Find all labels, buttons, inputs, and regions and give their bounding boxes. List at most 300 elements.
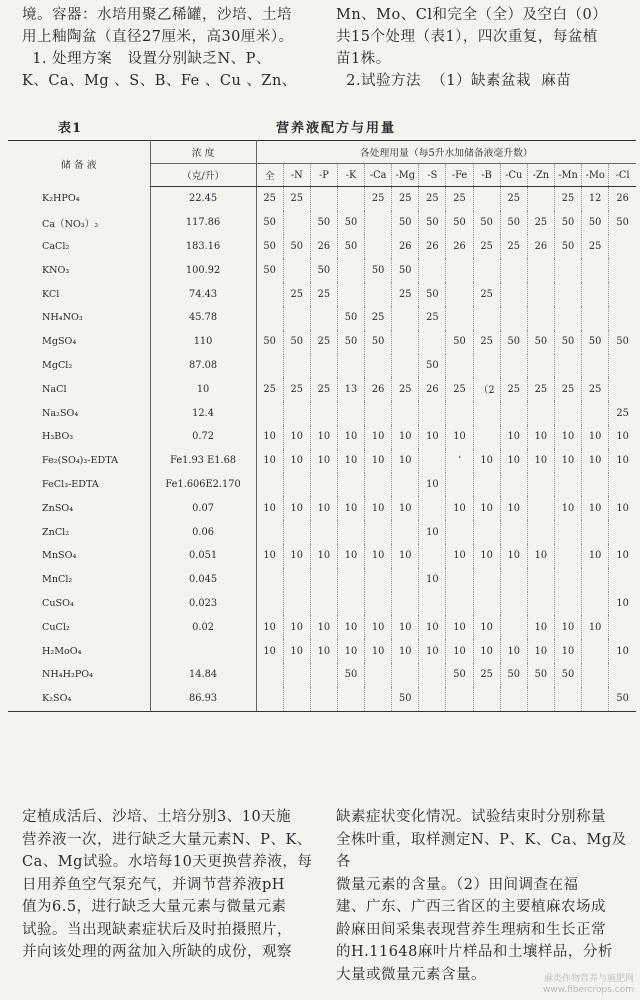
text-line: 苗1株。 [336,51,391,67]
concentration [150,639,256,663]
reagent-name: Na₂SO₄ [8,401,150,425]
text-line: 定植成活后、沙培、土培分别3、10天施 [22,809,292,825]
dose-cell [392,473,419,497]
nutrient-table [8,140,636,712]
dose-cell: 10 [582,496,609,520]
dose-cell: 10 [256,639,283,663]
dose-cell [446,592,473,616]
dose-cell [527,687,554,711]
table-row [8,330,636,354]
text-line: K、Ca、Mg 、S、B、Fe 、Cu 、Zn、 [22,73,297,89]
dose-cell: 25 [527,211,554,235]
dose-cell [283,520,310,544]
dose-cell: 10 [616,455,629,467]
dose-cell: 50 [337,211,364,235]
treatment-header: -B [473,164,500,187]
dose-cell: 10 [616,502,629,514]
treatment-header: -Mn [554,164,581,187]
dose-cell: 10 [283,496,310,520]
dose-cell: 10 [500,544,527,568]
dose-cell [582,520,609,544]
dose-cell: 10 [419,639,446,663]
dose-cell [419,544,446,568]
dose-cell [310,663,337,687]
dose-cell: 10 [337,639,364,663]
reagent-name: Ca（NO₃）₂ [8,211,150,235]
dose-cell [527,258,554,282]
dose-cell [527,473,554,497]
dose-cell [256,401,283,425]
dose-cell: 10 [446,639,473,663]
table-row [8,235,636,259]
dose-cell: 25 [554,377,581,401]
dose-cell: 10 [446,425,473,449]
reagent-name: Fe₂(SO₄)₃-EDTA [8,449,150,473]
reagent-name: ZnCl₂ [8,520,150,544]
treatment-header: -Zn [527,164,554,187]
reagent-name: ZnSO₄ [8,496,150,520]
dose-cell [365,211,392,235]
dose-cell: 25 [446,377,473,401]
table-label: 表1 [58,121,83,136]
dose-cell: 13 [337,377,364,401]
table-row [8,568,636,592]
dose-cell: 50 [527,663,554,687]
dose-cell [392,592,419,616]
dose-cell [609,377,636,401]
dose-cell: 50 [337,235,364,259]
dose-cell: 50 [256,330,283,354]
dose-cell [337,592,364,616]
dose-cell: 50 [392,258,419,282]
dose-cell [419,330,446,354]
dose-cell: 50 [582,330,609,354]
dose-cell: 25 [256,377,283,401]
concentration: 0.06 [150,520,256,544]
dose-cell: 10 [616,550,629,562]
dose-cell [527,401,554,425]
table-row [8,520,636,544]
dose-cell [473,354,500,378]
dose-cell: 10 [554,449,581,473]
dose-cell: 25 [310,282,337,306]
dose-cell: 10 [473,639,500,663]
concentration: 110 [150,330,256,354]
dose-cell: 50 [365,330,392,354]
treatment-header: -Ca [365,164,392,187]
dose-cell: 25 [554,187,581,211]
dose-cell [419,258,446,282]
concentration: 0.07 [150,496,256,520]
concentration: Fe1.606E2.170 [150,473,256,497]
dose-cell [609,520,636,544]
dose-cell [582,282,609,306]
dose-cell [554,592,581,616]
dose-cell [446,306,473,330]
dose-cell: 10 [527,544,554,568]
dose-cell [365,282,392,306]
dose-cell: 50 [616,217,629,229]
concentration: 0.023 [150,592,256,616]
dose-cell: 10 [554,496,581,520]
dose-cell: 50 [554,235,581,259]
table-row [8,639,636,663]
dose-cell [554,282,581,306]
dose-cell: 10 [392,615,419,639]
dose-cell [283,592,310,616]
dose-cell [473,568,500,592]
dose-cell: 10 [527,615,554,639]
concentration: 0.051 [150,544,256,568]
dose-cell [554,258,581,282]
treatment-header: 全 [256,164,283,187]
dose-cell [527,354,554,378]
dose-cell: 50 [446,330,473,354]
dose-cell [609,282,636,306]
dose-cell: 25 [310,330,337,354]
dose-cell [527,282,554,306]
text-line: 试验。当出现缺素症状后及时拍摄照片， [22,921,292,938]
dose-cell [256,568,283,592]
dose-cell [446,687,473,711]
dose-cell: 25 [616,407,629,419]
concentration: 183.16 [150,235,256,259]
dose-cell [609,473,636,497]
dose-cell [256,592,283,616]
dose-cell: 25 [365,306,392,330]
dose-cell: 50 [310,211,337,235]
dose-cell: 10 [365,449,392,473]
dose-cell: 25 [446,187,473,211]
dose-cell [256,520,283,544]
text-line: 全株叶重，取样测定N、P、K、Ca、Mg及各 [336,831,627,870]
dose-cell [473,520,500,544]
dose-cell: 12 [582,187,609,211]
dose-cell: 50 [419,282,446,306]
dose-cell [609,258,636,282]
dose-cell [365,568,392,592]
dose-cell: 50 [554,211,581,235]
reagent-name: NH₄H₂PO₄ [8,663,150,687]
dose-cell [337,187,364,211]
table-row [8,449,636,473]
dose-cell: 10 [310,449,337,473]
dose-cell: 50 [419,354,446,378]
dose-cell: 50 [554,663,581,687]
dose-cell [473,258,500,282]
dose-cell: ‘ [446,449,473,473]
dose-cell: 10 [446,544,473,568]
dose-cell: 10 [256,449,283,473]
dose-cell [500,354,527,378]
dose-cell: 25 [473,282,500,306]
dose-cell: 10 [582,615,609,639]
dose-cell [256,282,283,306]
dose-cell: 25 [473,330,500,354]
dose-cell: 10 [365,544,392,568]
table-row [8,615,636,639]
dose-cell [609,615,636,639]
dose-cell [283,663,310,687]
dose-cell [473,592,500,616]
text-line: 1. 处理方案 设置分别缺乏N、P、 [22,51,271,67]
dose-cell: 26 [446,235,473,259]
dose-cell: 10 [473,496,500,520]
dose-cell [554,354,581,378]
concentration: 86.93 [150,687,256,711]
header-conc: 浓 度 [150,141,256,164]
dose-cell: 25 [256,187,283,211]
concentration: Fe1.93 E1.68 [150,449,256,473]
reagent-name: CuCl₂ [8,615,150,639]
dose-cell: 10 [337,425,364,449]
dose-cell: 10 [256,496,283,520]
dose-cell [256,306,283,330]
dose-cell: 50 [419,211,446,235]
dose-cell [337,258,364,282]
treatment-header: -N [283,164,310,187]
dose-cell [419,687,446,711]
dose-cell [419,449,446,473]
dose-cell [500,520,527,544]
dose-cell: 25 [365,187,392,211]
dose-cell [337,520,364,544]
reagent-name: MgSO₄ [8,330,150,354]
watermark-line: www.fibercrops.com [543,985,634,995]
dose-cell: 25 [283,282,310,306]
dose-cell: 50 [337,306,364,330]
dose-cell [473,187,500,211]
dose-cell [446,473,473,497]
dose-cell [419,496,446,520]
dose-cell: 50 [256,258,283,282]
dose-cell [582,568,609,592]
dose-cell [609,663,636,687]
dose-cell: 10 [419,520,446,544]
dose-cell: 10 [283,544,310,568]
concentration: 74.43 [150,282,256,306]
dose-cell [500,258,527,282]
dose-cell [473,425,500,449]
dose-cell: 10 [473,544,500,568]
dose-cell: 10 [365,496,392,520]
dose-cell [256,354,283,378]
dose-cell: 10 [392,639,419,663]
dose-cell [446,258,473,282]
dose-cell [473,306,500,330]
reagent-name: CaCl₂ [8,235,150,259]
dose-cell: 50 [500,663,527,687]
dose-cell: 26 [392,235,419,259]
dose-cell [256,473,283,497]
dose-cell [500,615,527,639]
dose-cell [609,568,636,592]
dose-cell: 50 [554,330,581,354]
dose-cell: 50 [392,687,419,711]
reagent-name: K₂SO₄ [8,687,150,711]
dose-cell [582,354,609,378]
treatment-header: -S [419,164,446,187]
dose-cell [419,663,446,687]
dose-cell [310,354,337,378]
dose-cell [310,306,337,330]
dose-cell: 10 [616,645,629,657]
dose-cell: 25 [500,187,527,211]
table-row [8,282,636,306]
dose-cell: 25 [473,235,500,259]
dose-cell: 10 [365,425,392,449]
reagent-name: K₂HPO₄ [8,187,150,211]
header-treatment-group: 各处理用量（每5升水加储备液毫升数） [256,141,636,164]
concentration: 0.045 [150,568,256,592]
dose-cell: 50 [582,211,609,235]
dose-cell [582,473,609,497]
dose-cell: 10 [310,639,337,663]
bottom-right-text [336,806,636,986]
dose-cell [500,473,527,497]
dose-cell: 50 [365,258,392,282]
concentration: 117.86 [150,211,256,235]
dose-cell: 10 [310,496,337,520]
dose-cell: 10 [365,615,392,639]
dose-cell: 50 [337,330,364,354]
dose-cell: 25 [419,187,446,211]
dose-cell: 10 [337,544,364,568]
dose-cell: 26 [310,235,337,259]
dose-cell: 10 [310,544,337,568]
dose-cell: 10 [256,615,283,639]
table-row [8,544,636,568]
concentration: 100.92 [150,258,256,282]
dose-cell: 10 [256,544,283,568]
dose-cell [310,687,337,711]
dose-cell: 50 [283,235,310,259]
dose-cell: 25 [500,377,527,401]
dose-cell: 10 [616,431,629,443]
dose-cell: 10 [616,597,629,609]
treatment-header: -Cl [609,164,636,187]
text-line: 境。容器：水培用聚乙稀罐，沙培、土培 [22,7,292,23]
table-row [8,258,636,282]
table-row [8,306,636,330]
dose-cell [609,306,636,330]
dose-cell [310,473,337,497]
dose-cell [582,258,609,282]
text-line: 2.试验方法 （1）缺素盆栽 麻苗 [336,73,572,89]
dose-cell: 10 [392,496,419,520]
dose-cell [392,401,419,425]
concentration: 22.45 [150,187,256,211]
table-header-row [8,141,636,164]
dose-cell [527,496,554,520]
dose-cell [283,473,310,497]
dose-cell: 10 [392,544,419,568]
dose-cell: 10 [582,425,609,449]
treatment-header: -P [310,164,337,187]
dose-cell [446,568,473,592]
dose-cell [365,354,392,378]
bottom-left-text [22,806,322,964]
dose-cell: 25 [527,377,554,401]
dose-cell: 50 [473,211,500,235]
dose-cell: 10 [500,449,527,473]
dose-cell [473,687,500,711]
dose-cell: 10 [446,496,473,520]
text-line: 缺素症状变化情况。试验结束时分别称量 [336,809,606,825]
treatment-header: -Mg [392,164,419,187]
dose-cell: 25 [310,377,337,401]
dose-cell [337,568,364,592]
dose-cell [392,568,419,592]
reagent-name: H₂MoO₄ [8,639,150,663]
dose-cell: 10 [283,639,310,663]
dose-cell: 25 [283,187,310,211]
dose-cell: 50 [337,663,364,687]
dose-cell [392,663,419,687]
dose-cell: 10 [419,615,446,639]
dose-cell: 26 [419,235,446,259]
dose-cell: 25 [500,235,527,259]
dose-cell: 25 [283,377,310,401]
dose-cell [419,401,446,425]
dose-cell [582,639,609,663]
dose-cell [337,687,364,711]
dose-cell [283,687,310,711]
dose-cell: 50 [500,330,527,354]
dose-cell [283,568,310,592]
text-line: 营养液一次，进行缺乏大量元素N、P、K、 [22,831,312,848]
dose-cell: 26 [365,377,392,401]
dose-cell [500,592,527,616]
text-line: 的H.11648麻叶片样品和土壤样品，分析 [336,944,613,960]
reagent-name: NaCl [8,377,150,401]
dose-cell [473,401,500,425]
reagent-name: H₃BO₃ [8,425,150,449]
dose-cell [582,306,609,330]
dose-cell [337,401,364,425]
dose-cell: 25 [419,306,446,330]
dose-cell [582,592,609,616]
text-line: 微量元素的含量。（2）田间调查在福 [336,876,579,893]
dose-cell [365,235,392,259]
table-row [8,687,636,711]
dose-cell [337,473,364,497]
dose-cell: 10 [500,496,527,520]
dose-cell: 10 [554,639,581,663]
dose-cell: 50 [392,211,419,235]
dose-cell [554,473,581,497]
dose-cell [392,330,419,354]
reagent-name: KNO₃ [8,258,150,282]
table-row [8,211,636,235]
dose-cell: 10 [310,615,337,639]
dose-cell: 10 [283,449,310,473]
concentration: 0.72 [150,425,256,449]
dose-cell [310,592,337,616]
reagent-name: FeCl₃-EDTA [8,473,150,497]
dose-cell [310,568,337,592]
dose-cell [310,520,337,544]
text-line: Ca、Mg试验。水培每10天更换营养液，每 [22,854,313,870]
dose-cell [554,687,581,711]
concentration: 45.78 [150,306,256,330]
dose-cell: 10 [582,449,609,473]
dose-cell [283,211,310,235]
dose-cell: 10 [419,425,446,449]
dose-cell: 25 [473,663,500,687]
dose-cell: 25 [392,282,419,306]
dose-cell: 50 [256,235,283,259]
